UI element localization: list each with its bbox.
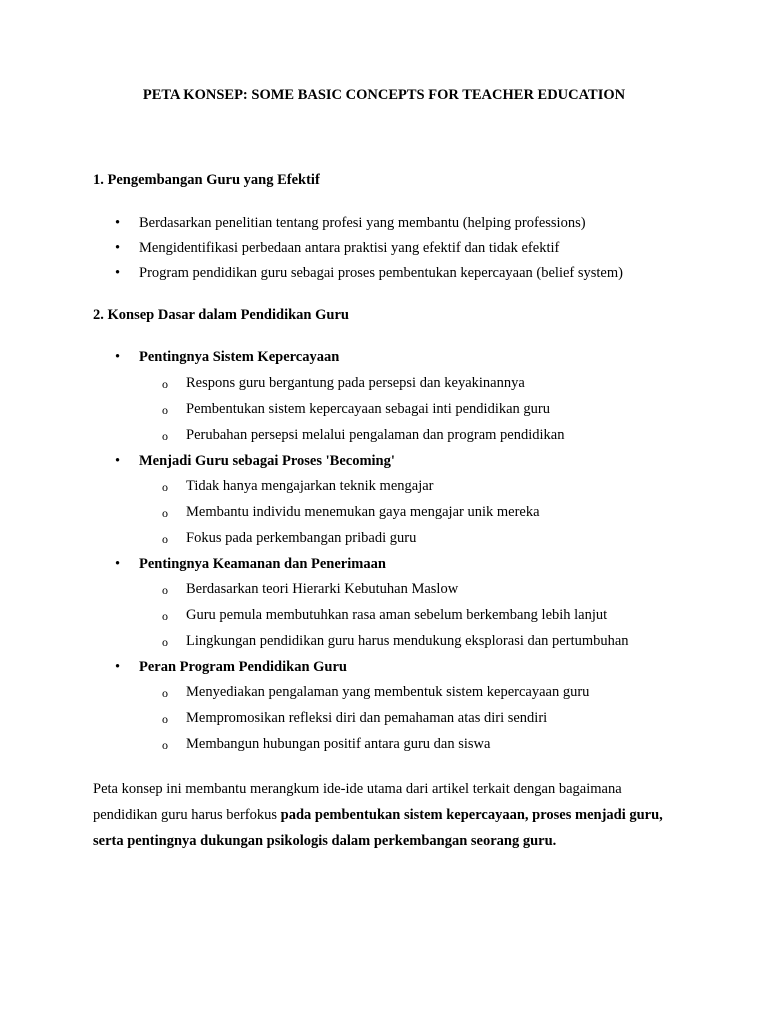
group-heading-text: Peran Program Pendidikan Guru: [139, 659, 347, 675]
list-item-text: Program pendidikan guru sebagai proses pembentukan kepercayaan (belief system): [139, 265, 623, 281]
group-heading-text: Menjadi Guru sebagai Proses 'Becoming': [139, 453, 395, 469]
sub-bullet-marker: o: [162, 686, 168, 700]
sub-list-item-text: Lingkungan pendidikan guru harus mendukung eksplorasi dan pertumbuhan: [186, 633, 629, 649]
bullet-marker: •: [115, 659, 121, 675]
sub-list-item-text: Menyediakan pengalaman yang membentuk sistem kepercayaan guru: [186, 684, 590, 700]
sub-list-item-text: Mempromosikan refleksi diri dan pemahaman atas diri sendiri: [186, 710, 548, 726]
bullet-marker: •: [115, 556, 121, 572]
bullet-marker: •: [115, 265, 121, 281]
sub-bullet-marker: o: [162, 609, 168, 623]
sub-bullet-marker: o: [162, 583, 168, 597]
conclusion-paragraph: [93, 776, 673, 854]
sub-list-item-text: Perubahan persepsi melalui pengalaman dan program pendidikan: [186, 427, 565, 443]
sub-bullet-marker: o: [162, 506, 168, 520]
sub-bullet-marker: o: [162, 635, 168, 649]
conclusion-text: Peta konsep ini membantu merangkum ide-ide utama dari artikel terkait dengan bagaimana pendidikan guru harus berfokus: [93, 781, 622, 823]
sub-list-item-text: Berdasarkan teori Hierarki Kebutuhan Maslow: [186, 581, 459, 597]
sub-list-item-text: Fokus pada perkembangan pribadi guru: [186, 530, 417, 546]
section-2-heading: 2. Konsep Dasar dalam Pendidikan Guru: [93, 307, 349, 323]
group-heading-text: Pentingnya Sistem Kepercayaan: [139, 349, 340, 365]
sub-list-item-text: Membantu individu menemukan gaya mengajar unik mereka: [186, 504, 540, 520]
bullet-marker: •: [115, 349, 121, 365]
bullet-marker: •: [115, 215, 121, 231]
sub-list-item-text: Respons guru bergantung pada persepsi dan keyakinannya: [186, 375, 525, 391]
sub-bullet-marker: o: [162, 429, 168, 443]
sub-list-item-text: Pembentukan sistem kepercayaan sebagai inti pendidikan guru: [186, 401, 551, 417]
list-item-text: Mengidentifikasi perbedaan antara praktisi yang efektif dan tidak efektif: [139, 240, 560, 256]
group-heading-text: Pentingnya Keamanan dan Penerimaan: [139, 556, 386, 572]
section-1-heading: 1. Pengembangan Guru yang Efektif: [93, 172, 320, 188]
sub-bullet-marker: o: [162, 532, 168, 546]
sub-list-item-text: Membangun hubungan positif antara guru dan siswa: [186, 736, 491, 752]
sub-bullet-marker: o: [162, 712, 168, 726]
conclusion-emphasis: pada pembentukan sistem kepercayaan, proses menjadi guru, serta pentingnya dukungan psikologis dalam perkembangan seorang guru.: [93, 807, 663, 849]
document-title: PETA KONSEP: SOME BASIC CONCEPTS FOR TEACHER EDUCATION: [142, 87, 626, 103]
sub-bullet-marker: o: [162, 377, 168, 391]
sub-list-item-text: Guru pemula membutuhkan rasa aman sebelum berkembang lebih lanjut: [186, 607, 608, 623]
sub-bullet-marker: o: [162, 480, 168, 494]
bullet-marker: •: [115, 453, 121, 469]
sub-list-item-text: Tidak hanya mengajarkan teknik mengajar: [186, 478, 434, 494]
sub-bullet-marker: o: [162, 738, 168, 752]
bullet-marker: •: [115, 240, 121, 256]
sub-bullet-marker: o: [162, 403, 168, 417]
list-item-text: Berdasarkan penelitian tentang profesi yang membantu (helping professions): [139, 215, 586, 231]
